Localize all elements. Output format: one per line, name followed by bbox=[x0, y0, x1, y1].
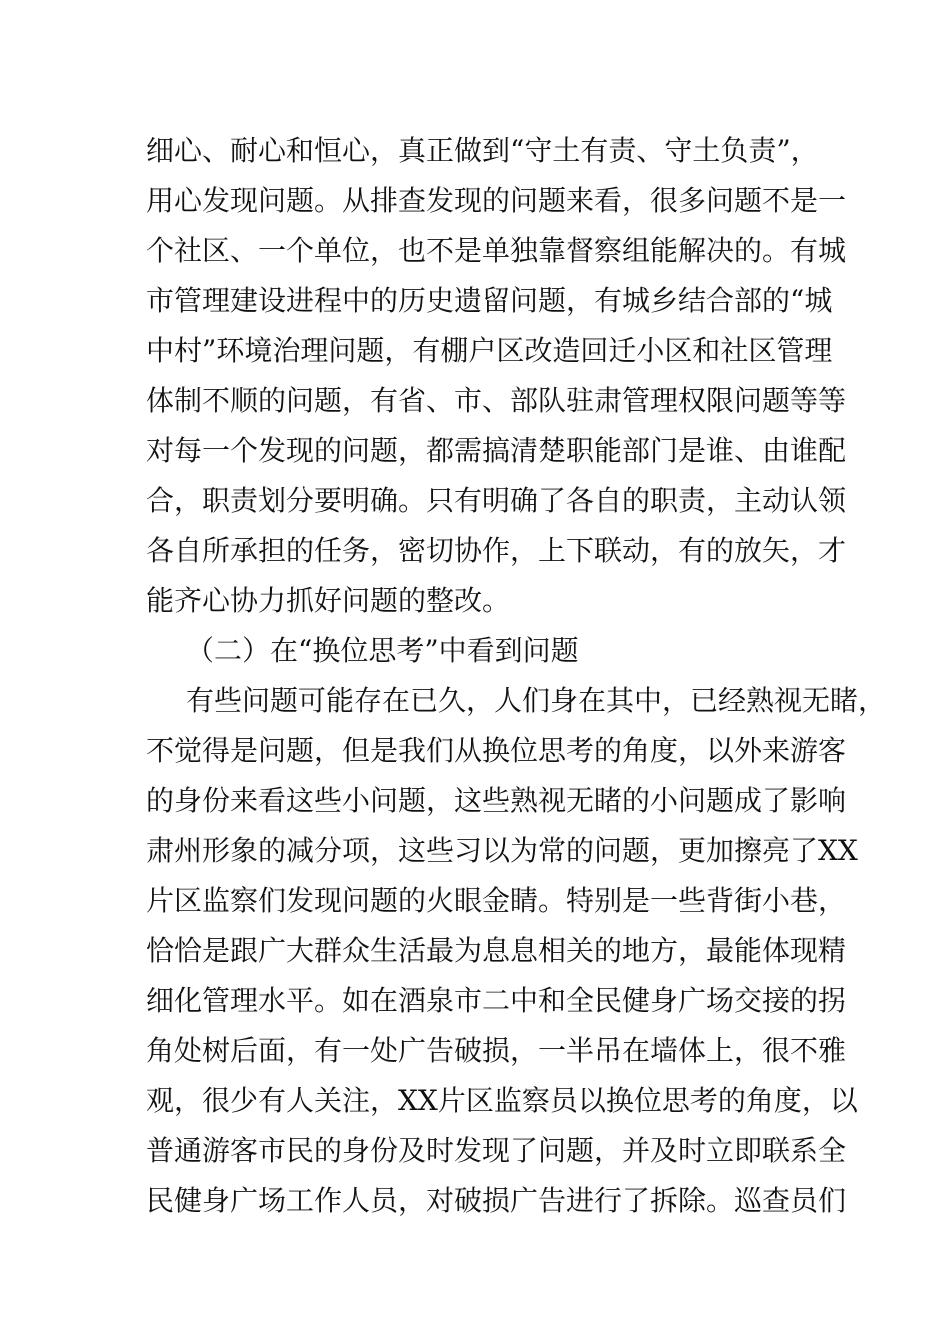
body-text-line: 民健身广场工作人员，对破损广告进行了拆除。巡查员们 bbox=[146, 1184, 847, 1217]
body-text-line: 体制不顺的问题，有省、市、部队驻肃管理权限问题等等 bbox=[146, 384, 847, 417]
body-text-line: 合，职责划分要明确。只有明确了各自的职责，主动认领 bbox=[146, 484, 847, 517]
body-text-line: 细心、耐心和恒心，真正做到“守土有责、守土负责”， bbox=[146, 134, 819, 167]
body-text-line: 观，很少有人关注，XX片区监察员以换位思考的角度，以 bbox=[146, 1084, 858, 1117]
body-text-line: 的身份来看这些小问题，这些熟视无睹的小问题成了影响 bbox=[146, 784, 847, 817]
body-text-line: 能齐心协力抓好问题的整改。 bbox=[146, 584, 511, 617]
body-text-line: 不觉得是问题，但是我们从换位思考的角度，以外来游客 bbox=[146, 734, 847, 767]
body-text-line: 市管理建设进程中的历史遗留问题，有城乡结合部的“城 bbox=[146, 284, 833, 317]
body-text-line: 对每一个发现的问题，都需搞清楚职能部门是谁、由谁配 bbox=[146, 434, 847, 467]
section-heading: （二）在“换位思考”中看到问题 bbox=[186, 634, 579, 667]
body-text-line: 用心发现问题。从排查发现的问题来看，很多问题不是一 bbox=[146, 184, 847, 217]
body-text-line: 各自所承担的任务，密切协作，上下联动，有的放矢，才 bbox=[146, 534, 847, 567]
body-text-line: 角处树后面，有一处广告破损，一半吊在墙体上，很不雅 bbox=[146, 1034, 847, 1067]
body-text-line: 恰恰是跟广大群众生活最为息息相关的地方，最能体现精 bbox=[146, 934, 847, 967]
body-text-line: 片区监察们发现问题的火眼金睛。特别是一些背街小巷， bbox=[146, 884, 847, 917]
body-text-line: 有些问题可能存在已久，人们身在其中，已经熟视无睹， bbox=[186, 684, 887, 717]
body-text-line: 细化管理水平。如在酒泉市二中和全民健身广场交接的拐 bbox=[146, 984, 847, 1017]
body-text-line: 中村”环境治理问题，有棚户区改造回迁小区和社区管理 bbox=[146, 334, 833, 367]
body-text-line: 个社区、一个单位，也不是单独靠督察组能解决的。有城 bbox=[146, 234, 847, 267]
body-text-line: 肃州形象的减分项，这些习以为常的问题，更加擦亮了XX bbox=[146, 834, 858, 867]
body-text-line: 普通游客市民的身份及时发现了问题，并及时立即联系全 bbox=[146, 1134, 847, 1167]
